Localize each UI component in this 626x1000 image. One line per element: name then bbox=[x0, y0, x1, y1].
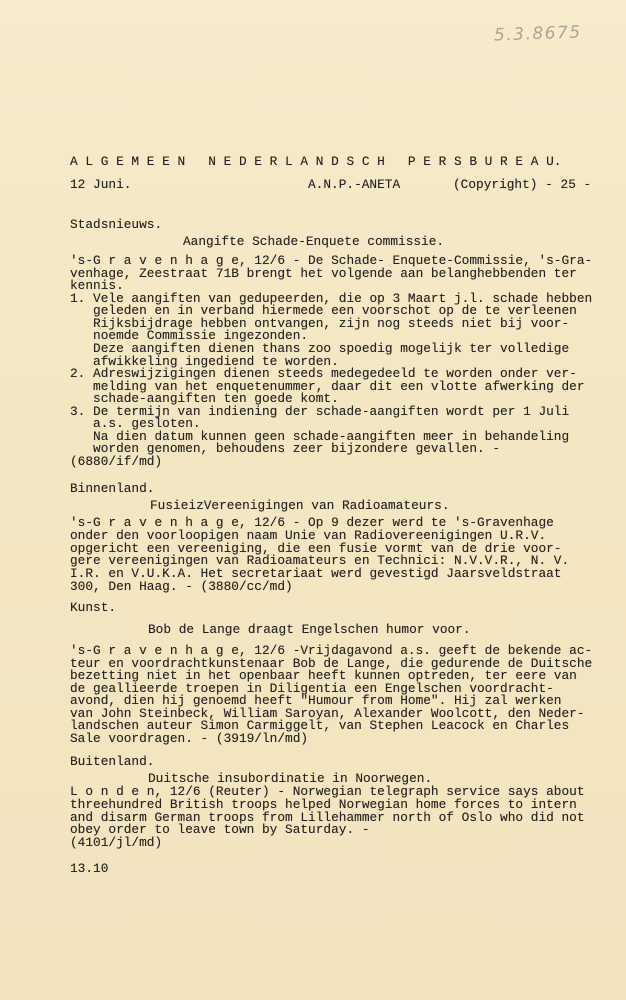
article-body-radioamateurs: 's-G r a v e n h a g e, 12/6 - Op 9 dezer werd te 's-Gravenhage onder den voorloopigen naam Unie van Radiovereenigingen U.R.V. opgericht een vereeniging, die een fusie vormt van de drie voor- gere vereenigingen van Radioamateurs en Technici: N.V.V.R., N. V. I.R. en V.U.K.A. Het secretariaat werd gevestigd Jaarsveldstraat 300, Den Haag. - (3880/cc/md) bbox=[70, 515, 570, 594]
article-body-noorwegen: L o n d e n, 12/6 (Reuter) - Norwegian telegraph service says about threehundred British troops helped Norwegian home forces to intern and disarm German troops from Lillehammer north of Oslo who did not obey order to leave town by Saturday. - (4101/jl/md) bbox=[70, 784, 585, 850]
section-heading-stadsnieuws: Stadsnieuws. bbox=[70, 217, 163, 232]
agency-letterhead: A L G E M E E N N E D E R L A N D S C H P E R S B U R E A U. bbox=[70, 154, 562, 169]
transmission-time: 13.10 bbox=[70, 861, 109, 876]
article-body-bob-de-lange: 's-G r a v e n h a g e, 12/6 -Vrijdagavond a.s. geeft de bekende ac- teur en voordrachtkunstenaar Bob de Lange, die gedurende de Duitsche bezetting niet in het openbaar heeft kunnen optreden, ter eere van de geallieerde troepen in Diligentia een Engelschen voordracht- avond, dien hij genoemd heeft "Humour from Home". Hij zal werken van John Steinbeck, William Saroyan, Alexander Woolcott, den Neder- landschen auteur Simon Carmiggelt, van Stephen Leacock en Charles Sale voordragen. - (3919/ln/md) bbox=[70, 643, 593, 746]
bulletin-source: A.N.P.-ANETA bbox=[308, 177, 401, 192]
section-heading-kunst: Kunst. bbox=[70, 600, 117, 615]
archive-number: 5.3.8675 bbox=[493, 22, 583, 46]
article-title-bob-de-lange: Bob de Lange draagt Engelschen humor voor. bbox=[148, 622, 471, 637]
section-heading-binnenland: Binnenland. bbox=[70, 481, 155, 496]
article-title-schade-enquete: Aangifte Schade-Enquete commissie. bbox=[183, 234, 445, 249]
article-title-noorwegen: Duitsche insubordinatie in Noorwegen. bbox=[148, 771, 433, 786]
section-heading-buitenland: Buitenland. bbox=[70, 754, 155, 769]
bulletin-date: 12 Juni. bbox=[70, 177, 132, 192]
article-body-schade-enquete: 's-G r a v e n h a g e, 12/6 - De Schade- Enquete-Commissie, 's-Gra- venhage, Zeestraat 71B brengt het volgende aan belanghebbenden ter kennis. 1. Vele aangiften van gedupeerden, die op 3 Maart j.l. schade hebben geleden en in verband hiermede een voorschot op de te verleenen Rijksbijdrage hebben ontvangen, zijn nog steeds niet bij voor- noemde Commissie ingezonden. Deze aangiften dienen thans zoo spoedig mogelijk ter volledige afwikkeling ingediend te worden. 2. Adreswijzigingen dienen steeds medegedeeld te worden onder ver- melding van het enquetenummer, daar dit een vlotte afwerking der schade-aangiften ten goede komt. 3. De termijn van indiening der schade-aangiften wordt per 1 Juli a.s. gesloten. Na dien datum kunnen geen schade-aangiften meer in behandeling worden genomen, behoudens zeer bijzondere gevallen. - (6880/if/md) bbox=[70, 253, 593, 469]
article-title-radioamateurs: FusieizVereenigingen van Radioamateurs. bbox=[150, 498, 450, 513]
copyright-page-number: (Copyright) - 25 - bbox=[453, 177, 592, 192]
